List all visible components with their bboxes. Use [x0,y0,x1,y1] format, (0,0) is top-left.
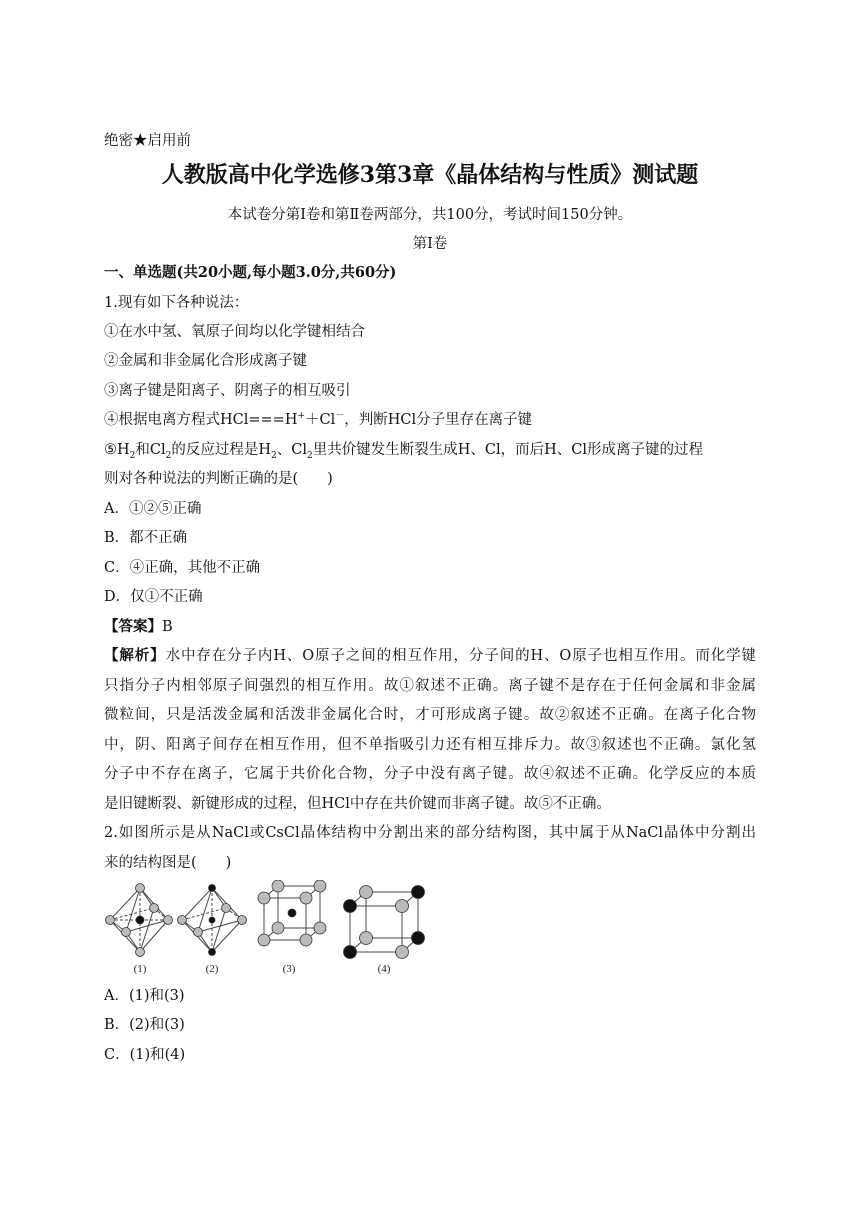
q1-statement-5 [104,440,703,460]
q1-analysis-line-4: 中，阴、阳离子间存在相互作用，但不单指吸引力还有相互排斥力。故③叙述也不正确。氯化氢 [104,737,756,753]
q1-s4-part-a: ④根据电离方程式HCl===H [104,412,298,428]
q2-stem-line-2: 来的结构图是( ) [104,855,232,871]
q1-s5-part-e: 里共价键发生断裂生成H、Cl，而后H、Cl形成离子键的过程 [312,442,703,458]
q2-option-a: A．(1)和(3) [104,988,185,1004]
section-heading: 一、单选题(共20小题,每小题3.0分,共60分) [104,264,397,281]
q1-s5-sub-4: 2 [306,450,313,461]
figure-label-3: (3) [282,963,296,975]
q1-s5-part-a: ⑤H [104,442,130,458]
q1-ask: 则对各种说法的判断正确的是( ) [104,471,333,487]
q1-option-a: A．①②⑤正确 [104,501,202,517]
figure-label-4: (4) [377,963,391,975]
secret-mark: 绝密★启用前 [104,133,191,149]
q2-option-b: B．(2)和(3) [104,1017,185,1033]
answer-label: 【答案】 [104,618,162,635]
q1-statement-4 [104,410,532,430]
q1-s4-part-b: ＋Cl [305,412,336,428]
q2-option-c: C．(1)和(4) [104,1047,186,1063]
q1-analysis-line-2: 只指分子内相邻原子间强烈的相互作用。故①叙述不正确。离子键不是存在于任何金属和非金属 [104,678,756,694]
crystal-structures-svg [104,880,434,975]
q1-statement-2: ②金属和非金属化合形成离子键 [104,353,307,369]
q1-statement-3: ③离子键是阳离子、阴离子的相互吸引 [104,383,351,399]
figure-label-2: (2) [205,963,219,975]
crystal-structure-figure [104,880,434,975]
analysis-text: 水中存在分子内H、O原子之间的相互作用，分子间的H、O原子也相互作用。而化学键 [165,648,757,664]
q1-analysis-line-3: 微粒间，只是活泼金属和活泼非金属化合时，才可形成离子键。故②叙述不正确。在离子化合物 [104,707,756,723]
q1-analysis-line-6: 是旧键断裂、新键形成的过程，但HCl中存在共价键而非离子键。故⑤不正确。 [104,796,611,812]
figure-label-1: (1) [133,963,147,975]
q1-analysis-line-5: 分子中不存在离子，它属于共价化合物，分子中没有离子键。故④叙述不正确。化学反应的本质 [104,766,756,782]
q1-option-c: C．④正确，其他不正确 [104,560,261,576]
analysis-label: 【解析】 [104,647,166,664]
q1-s5-part-c: 的反应过程是H [171,442,272,458]
q1-s5-sub-2: 2 [165,450,172,461]
part-label: 第Ⅰ卷 [412,236,448,252]
structure-4-diagram [350,892,418,952]
q1-option-b: B．都不正确 [104,530,188,546]
q1-s5-part-d: 、Cl [276,442,307,458]
q1-statement-1: ①在水中氢、氧原子间均以化学键相结合 [104,324,365,340]
q2-stem-line-1: 2.如图所示是从NaCl或CsCl晶体结构中分割出来的部分结构图，其中属于从NaCl晶体中分割出 [104,825,756,841]
answer-value: B [162,619,173,635]
q1-s5-part-b: 和Cl [135,442,166,458]
page-title: 人教版高中化学选修3第3章《晶体结构与性质》测试题 [161,162,699,188]
q1-s5-sub-1: 2 [129,450,136,461]
structure-3-atoms [258,880,326,946]
q1-answer [104,617,173,637]
q1-analysis-line-1 [104,646,756,666]
q1-s4-part-c: ，判断HCl分子里存在离子键 [344,412,533,428]
q1-s5-sub-3: 2 [271,450,277,461]
q1-stem: 1.现有如下各种说法： [104,295,249,311]
q1-s4-sup-plus: + [297,411,306,422]
q1-s4-sup-minus: － [335,411,345,422]
exam-subtitle: 本试卷分第Ⅰ卷和第Ⅱ卷两部分，共100分，考试时间150分钟。 [227,207,633,223]
q1-option-d: D．仅①不正确 [104,589,203,605]
